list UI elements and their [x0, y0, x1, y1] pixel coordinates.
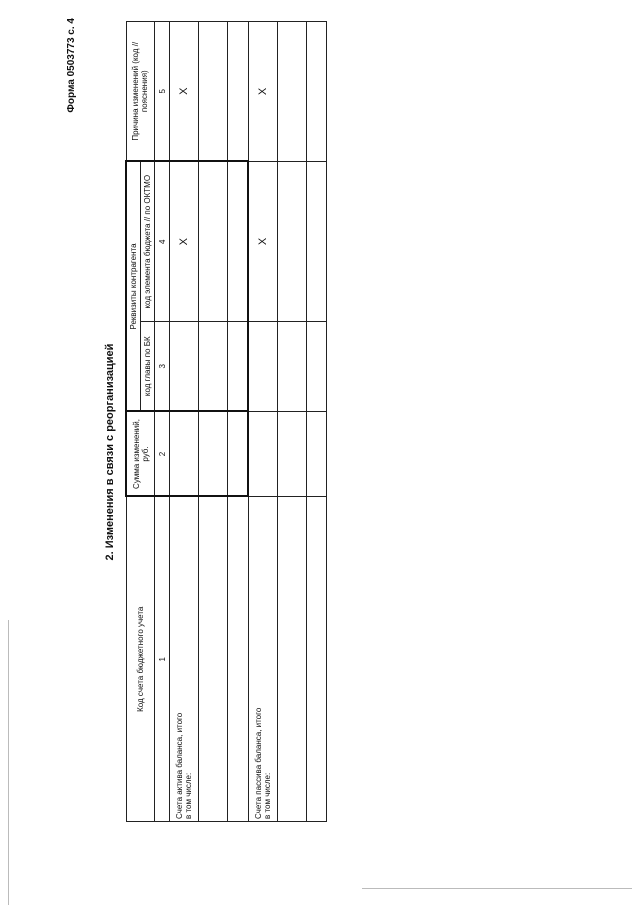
table-row-assets-total	[170, 21, 199, 821]
header-counterparty: Реквизиты контрагента	[126, 161, 141, 411]
header-reason: Причина изменений (код // пояснения)	[126, 21, 155, 161]
col-number-2: 2	[155, 412, 170, 497]
row-label-liabilities-total	[248, 497, 278, 822]
liabilities-total-label: Счета пассива баланса, итого	[254, 707, 264, 819]
table-row	[199, 21, 228, 821]
header-amount: Сумма изменений, руб.	[126, 412, 155, 497]
table-row	[228, 21, 249, 821]
col-number-3: 3	[155, 322, 170, 412]
header-budget-code: код элемента бюджета // по ОКТМО	[141, 161, 155, 321]
cell-budget-x: X	[248, 161, 278, 321]
section-title: 2. Изменения в связи с реорганизацией	[104, 343, 116, 561]
table-row-liabilities-total	[248, 21, 278, 821]
header-chapter-code: код главы по БК	[141, 322, 155, 412]
col-number-5: 5	[155, 21, 170, 161]
cell-chapter	[170, 322, 199, 412]
reorganization-changes-table	[125, 21, 327, 822]
cell-amount	[170, 412, 199, 497]
rotated-page	[60, 12, 580, 892]
cell-reason-x: X	[248, 21, 278, 161]
header-account-code: Код счета бюджетного учета	[126, 497, 155, 822]
cell-reason-x: X	[170, 21, 199, 161]
assets-incl-label: в том числе:	[184, 772, 194, 819]
cell-budget-x: X	[170, 161, 199, 321]
cell-chapter	[248, 322, 278, 412]
assets-total-label: Счета актива баланса, итого	[175, 712, 185, 819]
form-number: Форма 0503773 с. 4	[66, 18, 77, 113]
column-numbers-row	[155, 21, 170, 821]
cell-amount	[248, 412, 278, 497]
table-row	[278, 21, 307, 821]
table-row	[307, 21, 327, 821]
header-row-1	[126, 21, 141, 821]
row-label-assets-total	[170, 497, 199, 822]
liabilities-incl-label: в том числе:	[263, 772, 273, 819]
col-number-1: 1	[155, 497, 170, 822]
col-number-4: 4	[155, 161, 170, 321]
